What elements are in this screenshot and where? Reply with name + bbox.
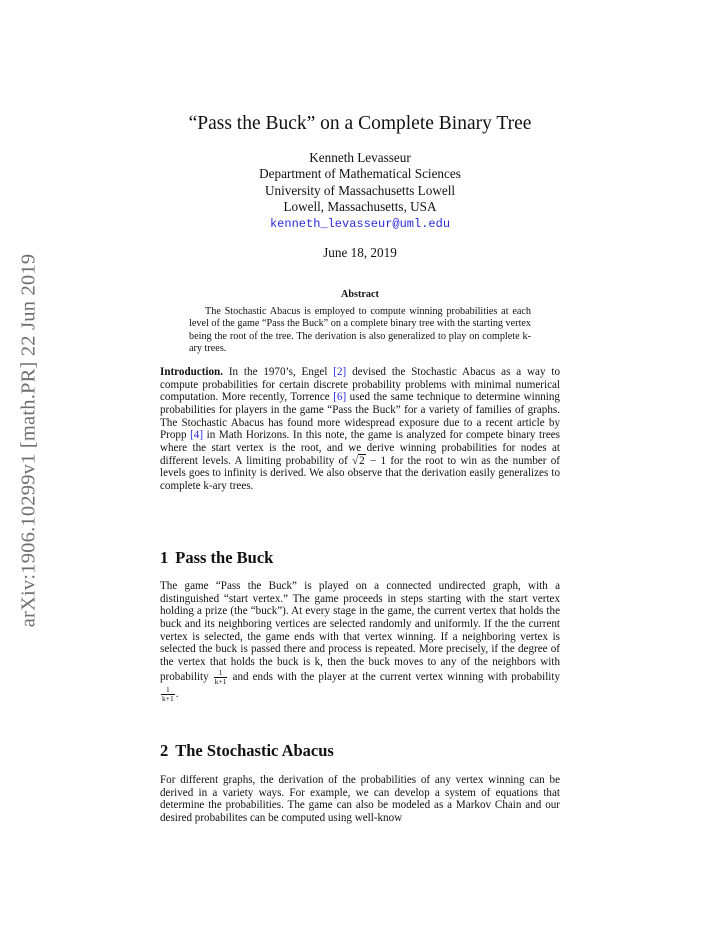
author-department: Department of Mathematical Sciences (259, 166, 461, 182)
section-1-text-2: and ends with the player at the current vertex winning with probability (232, 670, 560, 683)
fraction-denominator: k+1 (214, 676, 227, 686)
section-2-paragraph: For different graphs, the derivation of the probabilities of any vertex winning can be derived in a variety ways. For example, we can develop a system of equations that determine the probabilities. The game can also be modeled as a Markov Chain and our desired probabilites can be computed using well-know (160, 774, 560, 824)
section-2-title: The Stochastic Abacus (175, 741, 334, 760)
introduction-label: Introduction. (160, 366, 223, 378)
sqrt-sign: √ (352, 454, 359, 467)
abstract-heading: Abstract (341, 289, 379, 300)
arxiv-id: arXiv:1906.10299v1 [math.PR] 22 Jun 2019 (17, 253, 40, 627)
section-1-heading (160, 548, 273, 568)
intro-text-1: In the 1970’s, Engel (228, 366, 328, 378)
arxiv-sidebar (6, 238, 52, 642)
sqrt-expression (352, 454, 386, 467)
citation-link-4[interactable]: [4] (190, 429, 204, 442)
introduction-paragraph (160, 366, 560, 493)
minus-one: − 1 (369, 454, 387, 467)
intro-text-4: in Math Horizons. In this note, the game is analyzed for compete binary trees where the start vertex is the root, and we derive winning probabilities for nodes at different levels. A limiting probability of (160, 429, 560, 467)
author-university: University of Massachusetts Lowell (264, 182, 456, 198)
section-2-heading (160, 741, 334, 761)
fraction-numerator: 1 (161, 686, 175, 695)
paper-title: “Pass the Buck” on a Complete Binary Tree (188, 113, 532, 134)
author-email-link[interactable]: kenneth_levasseur@uml.edu (269, 216, 451, 231)
section-2-number: 2 (160, 741, 169, 760)
intro-text-2: devised the Stochastic Abacus as a way to compute probabilities for certain discrete probability problems with minimal numerical computation. More recently, Torrence (160, 366, 560, 404)
section-1-number: 1 (160, 548, 169, 567)
intro-text-3: used the same technique to determine winning probabilities for players in the game “Pass the Buck” for a variety of families of graphs. The Stochastic Abacus has found more widespread exposure due to a recent article by Propp (160, 391, 560, 442)
abstract-text: The Stochastic Abacus is employed to compute winning probabilities at each level of the game “Pass the Buck” on a complete binary tree with the starting vertex being the root of the tree. The derivation is also generalized to play on complete k-ary trees. (189, 306, 532, 354)
intro-text-5: for the root to win as the number of levels goes to infinity is derived. We also observe that the derivation easily generalizes to complete k-ary trees. (160, 454, 560, 492)
fraction-1-over-k-plus-1-second (161, 686, 175, 703)
fraction-denominator: k+1 (162, 693, 174, 703)
author-block (160, 150, 560, 232)
sqrt-radicand: 2 (359, 454, 365, 467)
author-name: Kenneth Levasseur (309, 150, 411, 165)
citation-link-2[interactable]: [2] (333, 366, 347, 378)
section-1-title: Pass the Buck (175, 548, 274, 567)
section-1-period: . (175, 687, 179, 700)
fraction-numerator: 1 (214, 669, 228, 678)
citation-link-6[interactable]: [6] (333, 391, 347, 404)
section-1-paragraph (160, 580, 560, 703)
author-location: Lowell, Massachusetts, USA (283, 199, 437, 215)
section-1-text-1: The game “Pass the Buck” is played on a connected undirected graph, with a distinguished “start vertex.” The game proceeds in steps starting with the start vertex holding a prize (the “buck”). At every stage in the game, the current vertex that holds the buck and its neighboring vertices are selected randomly and uniformly. If the the current vertex is selected, the game ends with that vertex winning. If a neighboring vertex is selected the buck is passed there and process is repeated. More precisely, if the degree of the vertex that holds the buck is k, then the buck moves to any of the neighbors with probability (160, 580, 560, 683)
fraction-1-over-k-plus-1 (214, 669, 228, 686)
paper-date: June 18, 2019 (323, 245, 397, 260)
